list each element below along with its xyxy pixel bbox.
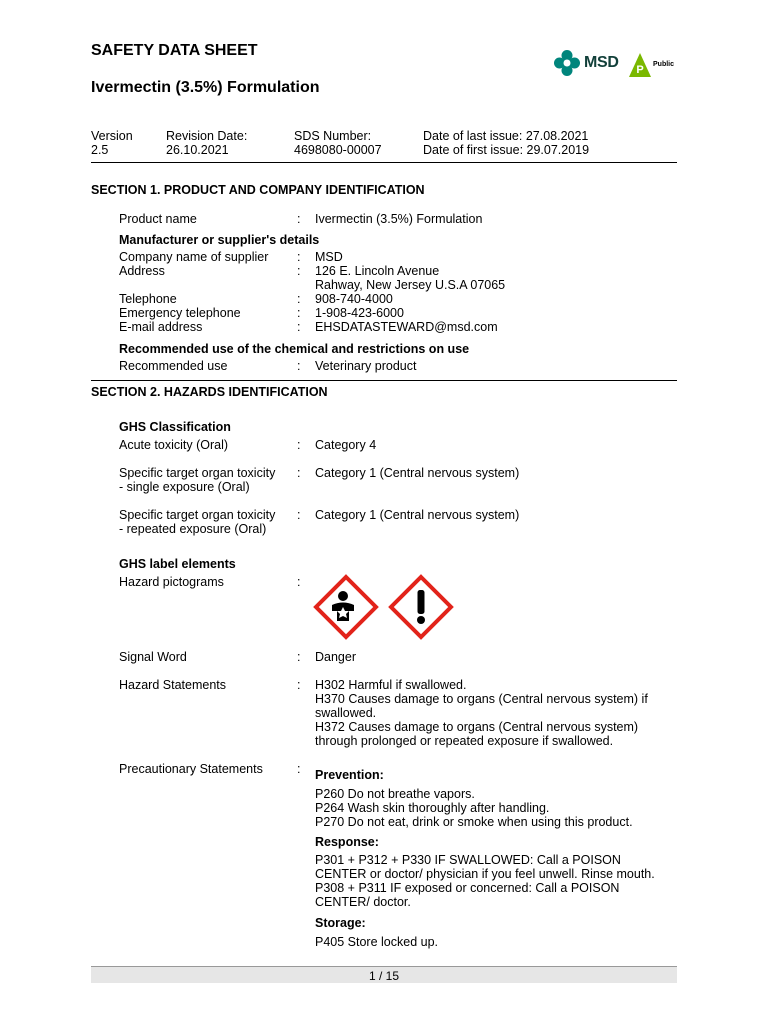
page-footer [91, 966, 677, 983]
stot-single-label: Specific target organ toxicity - single exposure (Oral) [119, 466, 276, 494]
signal-word-value: Danger [315, 650, 356, 664]
colon: : [297, 438, 301, 452]
recommended-use-label: Recommended use [119, 359, 228, 373]
signal-word-label: Signal Word [119, 650, 187, 664]
revision-block [166, 129, 247, 157]
product-name-label: Product name [119, 212, 197, 226]
sds-value: 4698080-00007 [294, 143, 382, 157]
telephone-label: Telephone [119, 292, 177, 306]
address-value: 126 E. Lincoln Avenue Rahway, New Jersey U.S.A 07065 [315, 264, 506, 292]
colon: : [297, 212, 301, 226]
recommended-use-heading: Recommended use of the chemical and restrictions on use [119, 342, 470, 356]
colon: : [297, 650, 301, 664]
section-divider [91, 380, 677, 381]
recommended-use-value: Veterinary product [315, 359, 417, 373]
colon: : [297, 264, 301, 278]
prevention-heading: Prevention: [315, 768, 384, 782]
emergency-telephone-value: 1-908-423-6000 [315, 306, 404, 320]
storage-text: P405 Store locked up. [315, 935, 438, 949]
svg-text:P: P [636, 64, 644, 76]
email-value: EHSDATASTEWARD@msd.com [315, 320, 498, 334]
product-title: Ivermectin (3.5%) Formulation [91, 79, 320, 96]
precautionary-statements-label: Precautionary Statements [119, 762, 263, 776]
hazard-pictograms-label: Hazard pictograms [119, 575, 224, 589]
sds-block [294, 129, 382, 157]
stot-single-value: Category 1 (Central nervous system) [315, 466, 520, 480]
document-title: SAFETY DATA SHEET [91, 42, 258, 59]
colon: : [297, 306, 301, 320]
exclamation-mark-pictogram-icon [388, 574, 454, 640]
sds-label: SDS Number: [294, 129, 372, 143]
hazard-statements-value: H302 Harmful if swallowed. H370 Causes damage to organs (Central nervous system) if swallowed. H372 Causes damage to organs (Central nervous system) through prolonged or repeated exposure if swallowed. [315, 678, 648, 748]
version-block [91, 129, 133, 157]
last-issue-date: Date of last issue: 27.08.2021 [423, 129, 589, 143]
classification-label: Public [653, 61, 675, 68]
brand-name: MSD [584, 54, 619, 71]
manufacturer-heading: Manufacturer or supplier's details [119, 233, 320, 247]
hazard-statements-label: Hazard Statements [119, 678, 226, 692]
colon: : [297, 250, 301, 264]
ghs-classification-heading: GHS Classification [119, 420, 231, 434]
page-number: 1 / 15 [368, 969, 400, 983]
issue-dates-block [423, 129, 589, 157]
email-label: E-mail address [119, 320, 203, 334]
colon: : [297, 678, 301, 692]
revision-label: Revision Date: [166, 129, 248, 143]
first-issue-date: Date of first issue: 29.07.2019 [423, 143, 590, 157]
colon: : [297, 575, 301, 589]
stot-repeated-value: Category 1 (Central nervous system) [315, 508, 520, 522]
colon: : [297, 359, 301, 373]
company-label: Company name of supplier [119, 250, 269, 264]
response-heading: Response: [315, 835, 379, 849]
revision-value: 26.10.2021 [166, 143, 229, 157]
section-2-heading: SECTION 2. HAZARDS IDENTIFICATION [91, 385, 328, 399]
acute-toxicity-label: Acute toxicity (Oral) [119, 438, 229, 452]
public-classification-badge [628, 52, 676, 78]
storage-heading: Storage: [315, 916, 366, 930]
colon: : [297, 292, 301, 306]
section-1-heading: SECTION 1. PRODUCT AND COMPANY IDENTIFICATION [91, 183, 425, 197]
colon: : [297, 508, 301, 522]
acute-toxicity-value: Category 4 [315, 438, 377, 452]
label-elements-heading: GHS label elements [119, 557, 236, 571]
address-label: Address [119, 264, 165, 278]
health-hazard-pictogram-icon [313, 574, 379, 640]
header-divider [91, 162, 677, 163]
version-label: Version [91, 129, 133, 143]
telephone-value: 908-740-4000 [315, 292, 393, 306]
product-name-value: Ivermectin (3.5%) Formulation [315, 212, 483, 226]
stot-repeated-label: Specific target organ toxicity - repeated exposure (Oral) [119, 508, 276, 536]
emergency-telephone-label: Emergency telephone [119, 306, 241, 320]
colon: : [297, 320, 301, 334]
msd-logo [554, 50, 619, 76]
version-value: 2.5 [91, 143, 109, 157]
company-value: MSD [315, 250, 343, 264]
public-p-icon [628, 52, 652, 78]
colon: : [297, 762, 301, 776]
response-text: P301 + P312 + P330 IF SWALLOWED: Call a POISON CENTER or doctor/ physician if you feel unwell. Rinse mouth. P308 + P311 IF exposed or concerned: Call a POISON CENTER/ doctor. [315, 853, 655, 909]
msd-logo-mark-icon [554, 50, 580, 76]
colon: : [297, 466, 301, 480]
prevention-text: P260 Do not breathe vapors. P264 Wash skin thoroughly after handling. P270 Do not eat, drink or smoke when using this product. [315, 787, 633, 829]
